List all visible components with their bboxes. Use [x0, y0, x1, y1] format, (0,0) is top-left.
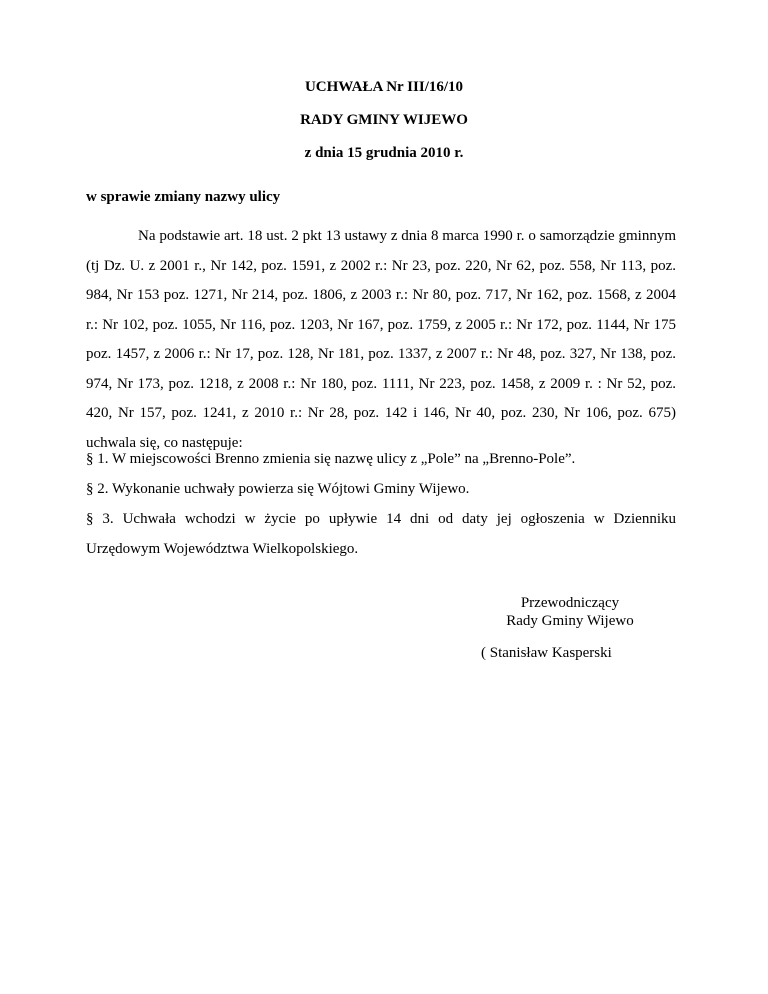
signature-name: ( Stanisław Kasperski [481, 645, 612, 661]
section-1: § 1. W miejscowości Brenno zmienia się nazwę ulicy z „Pole” na „Brenno-Pole”. [86, 451, 576, 467]
section-3: § 3. Uchwała wchodzi w życie po upływie 14 dni od daty jej ogłoszenia w Dzienniku Urzędowym Województwa Wielkopolskiego. [86, 511, 676, 557]
resolution-subject: w sprawie zmiany nazwy ulicy [86, 189, 281, 205]
resolution-date: z dnia 15 grudnia 2010 r. [304, 145, 464, 161]
council-name: RADY GMINY WIJEWO [300, 112, 468, 128]
section-2: § 2. Wykonanie uchwały powierza się Wójtowi Gminy Wijewo. [86, 481, 470, 497]
signature-role: Przewodniczący [520, 595, 620, 611]
signature-body: Rady Gminy Wijewo [506, 613, 634, 629]
legal-basis-paragraph: Na podstawie art. 18 ust. 2 pkt 13 ustawy z dnia 8 marca 1990 r. o samorządzie gminnym (tj Dz. U. z 2001 r., Nr 142, poz. 1591, z 2002 r.: Nr 23, poz. 220, Nr 62, poz. 558, Nr 113, poz. 984, Nr 153 poz. 1271, Nr 214, poz. 1806, z 2003 r.: Nr 80, poz. 717, Nr 162, poz. 1568, z 2004 r.: Nr 102, poz. 1055, Nr 116, poz. 1203, Nr 167, poz. 1759, z 2005 r.: Nr 172, poz. 1144, Nr 175 poz. 1457, z 2006 r.: Nr 17, poz. 128, Nr 181, poz. 1337, z 2007 r.: Nr 48, poz. 327, Nr 138, poz. 974, Nr 173, poz. 1218, z 2008 r.: Nr 180, poz. 1111, Nr 223, poz. 1458, z 2009 r. : Nr 52, poz. 420, Nr 157, poz. 1241, z 2010 r.: Nr 28, poz. 142 i 146, Nr 40, poz. 230, Nr 106, poz. 675) uchwala się, co następuje: [86, 228, 676, 451]
resolution-number: UCHWAŁA Nr III/16/10 [304, 79, 464, 95]
